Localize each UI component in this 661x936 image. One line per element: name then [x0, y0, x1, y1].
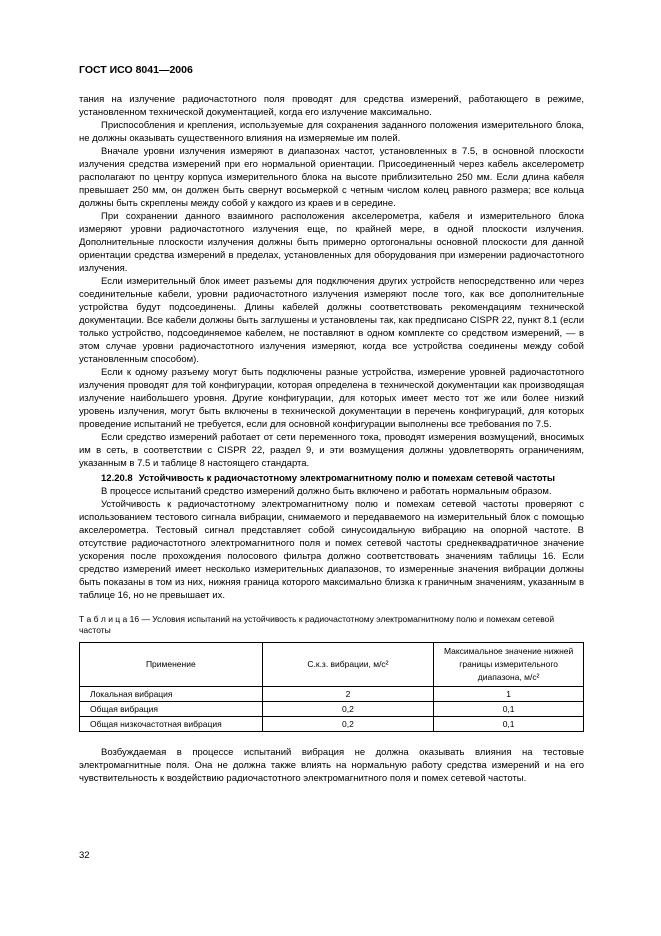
- table-header-cell: С.к.з. вибрации, м/с²: [262, 643, 434, 687]
- table-cell: 2: [262, 687, 434, 702]
- table-row: [80, 702, 584, 717]
- table-row: [80, 687, 584, 702]
- table-cell: Локальная вибрация: [80, 687, 263, 702]
- document-body: [79, 93, 584, 785]
- paragraph: Возбуждаемая в процессе испытаний вибрация не должна оказывать влияния на тестовые электромагнитные поля. Она не должна также влиять на нормальную работу средства измерений и на его чувствительность к воздействию радиочастотного электромагнитного поля и помех сетевой частоты.: [79, 747, 584, 784]
- section-title: Устойчивость к радиочастотному электромагнитному полю и помехам сетевой частоты: [138, 473, 556, 484]
- paragraph: Устойчивость к радиочастотному электромагнитному полю и помехам сетевой частоты проверяют с использованием тестового сигнала вибрации, снимаемого и передаваемого на измерительный блок с помощью акселерометра. Тестовый сигнал представляет собой синусоидальную вибрацию на опорной частоте. В отсутствие радиочастотного электромагнитного поля и помех сетевой частоты среднеквадратичное значение ускорения после прохождения полосового фильтра должно соответствовать значениям таблицы 16. Если средство измерений имеет несколько измерительных диапазонов, то измеренные значения вибрации должны быть показаны в том из них, нижняя граница которого максимально близка к граничным значениям, указанным в таблице 16, но не превышает их.: [79, 499, 584, 601]
- table-header-row: [80, 643, 584, 687]
- table-header-cell: Применение: [80, 643, 263, 687]
- conditions-table: [79, 642, 584, 732]
- table-caption: Т а б л и ц а 16 — Условия испытаний на устойчивость к радиочастотному электромагнитному полю и помехам сетевой частоты: [79, 614, 555, 635]
- paragraph: В процессе испытаний средство измерений должно быть включено и работать нормальным образом.: [101, 486, 552, 497]
- table-cell: 0,1: [434, 717, 584, 732]
- page-number: 32: [79, 850, 90, 861]
- paragraph: Если измерительный блок имеет разъемы для подключения других устройств непосредственно или через соединительные кабели, уровни радиочастотного излучения измеряют после того, как все дополнительные устройства будут подсоединены. Длины кабелей должны соответствовать рекомендациям технической документации. Все кабели должны быть заглушены и установлены так, как предписано CISPR 22, пункт 8.1 (если только устройство, подсоединяемое кабелем, не поставляют в одном комплекте со средством измерений, — в этом случае уровни радиочастотного излучения измеряют, когда все устройства соединены между собой установленным способом).: [79, 276, 584, 365]
- table-cell: 0,2: [262, 702, 434, 717]
- section-heading: [79, 472, 584, 485]
- document-header: ГОСТ ИСО 8041—2006: [79, 64, 193, 76]
- table-header-cell: Максимальное значение нижней границы измерительного диапазона, м/с²: [434, 643, 584, 687]
- section-number: 12.20.8: [101, 473, 133, 484]
- paragraph: тания на излучение радиочастотного поля проводят для средства измерений, работающего в режиме, установленном технической документацией, когда его излучение максимально.: [79, 94, 584, 118]
- table-cell: 0,2: [262, 717, 434, 732]
- table-cell: 0,1: [434, 702, 584, 717]
- paragraph: Если к одному разъему могут быть подключены разные устройства, измерение уровней радиочастотного излучения проводят для той конфигурации, которая определена в технической документации как производящая излучение наибольшего уровня. Другие конфигурации, для которых имеет место тот же или более низкий уровень излучения, могут быть включены в технической документации в перечень конфигураций, для которых проведение испытаний не требуется, если для основной конфигурации выполнены все требования по 7.5.: [79, 367, 584, 430]
- table-row: [80, 717, 584, 732]
- paragraph: Вначале уровни излучения измеряют в диапазонах частот, установленных в 7.5, в основной плоскости излучения средства измерений при его нормальной ориентации. Присоединенный через кабель акселерометр располагают по центру корпуса измерительного блока на высоте приблизительно 250 мм. Если длина кабеля превышает 250 мм, он должен быть свернут восьмеркой с четным числом колец равного размера; все кольца должны быть скреплены между собой у каждого из краев и в середине.: [79, 146, 584, 209]
- table-cell: 1: [434, 687, 584, 702]
- paragraph: Если средство измерений работает от сети переменного тока, проводят измерения возмущений, вносимых им в сеть, в соответствии с CISPR 22, раздел 9, и эти возмущения должны удовлетворять ограничениям, указанным в 7.5 и таблице 8 настоящего стандарта.: [79, 432, 584, 469]
- paragraph: Приспособления и крепления, используемые для сохранения заданного положения измерительного блока, не должны оказывать существенного влияния на измеряемые им полей.: [79, 120, 584, 144]
- paragraph: При сохранении данного взаимного расположения акселерометра, кабеля и измерительного блока измеряют уровни радиочастотного излучения еще, по крайней мере, в одной плоскости излучения. Дополнительные плоскости излучения должны быть примерно ортогональны основной плоскости для данной ориентации средства измерений в пределах, установленных для оборудования при измерении радиочастотного излучения.: [79, 211, 584, 274]
- table-cell: Общая низкочастотная вибрация: [80, 717, 263, 732]
- table-cell: Общая вибрация: [80, 702, 263, 717]
